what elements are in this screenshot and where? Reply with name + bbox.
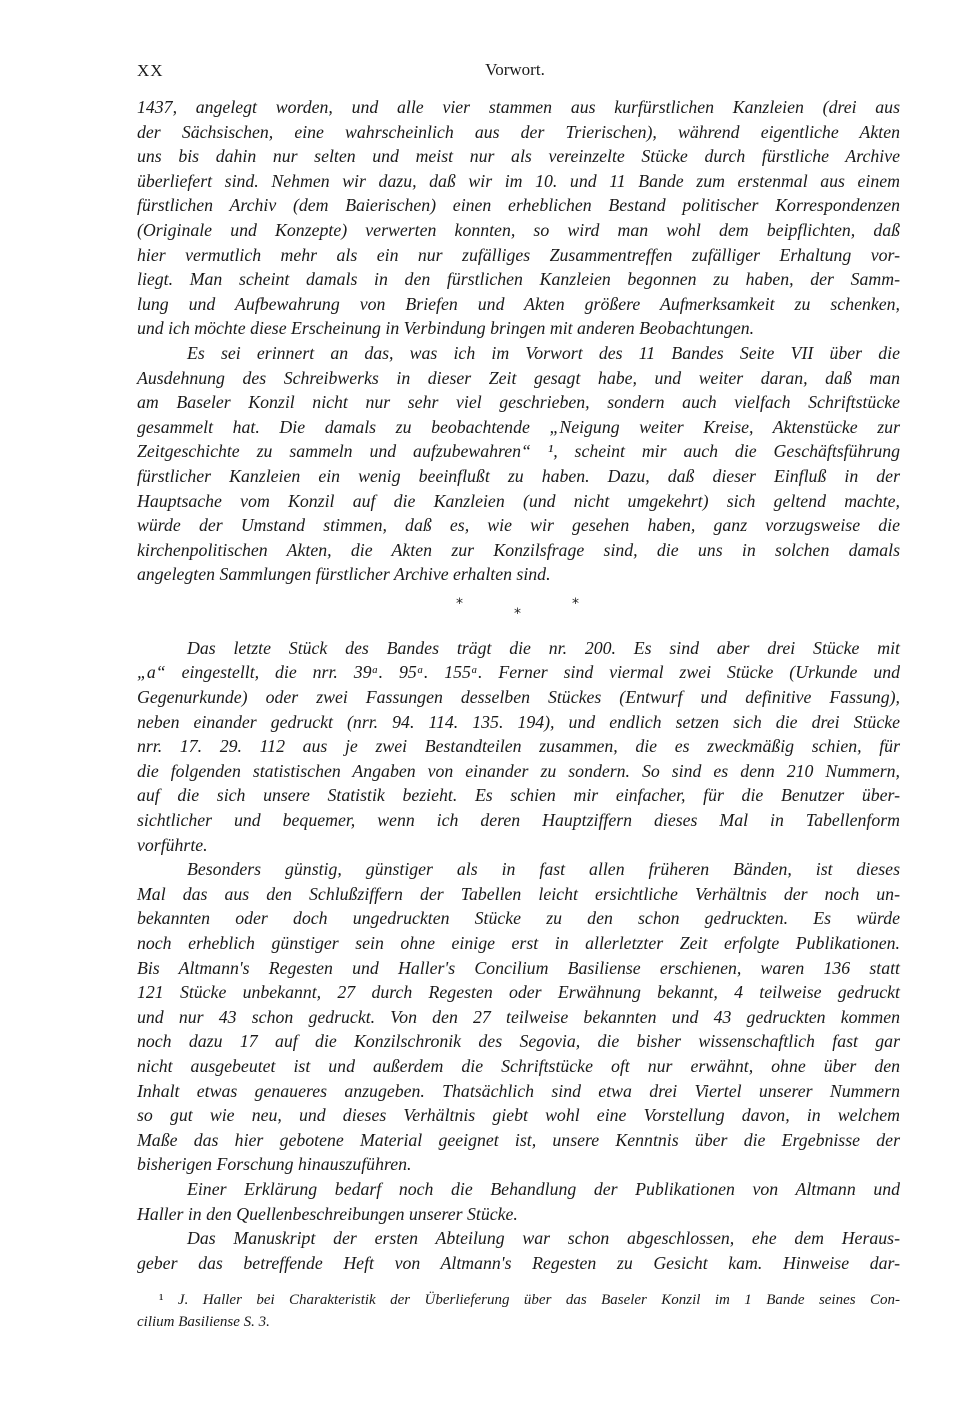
text-line: Zeitgeschichte zu sammeln und aufzubewahren“ ¹, scheint mir auch die Geschäftsführung [137,441,900,462]
text-line: Maße das hier gebotene Material geeignet ist, unsere Kenntnis über die Ergebnisse der [137,1129,900,1150]
text-line: liegt. Man scheint damals in den fürstlichen Kanzleien begonnen zu haben, der Samm- [137,269,900,290]
text-line: uns bis dahin nur selten und meist nur als vereinzelte Stücke durch fürstliche Archive [137,146,900,167]
separator-star: * [572,596,579,612]
text-line: bekannten oder doch ungedruckten Stücke zu den schon gedruckten. Es würde [137,908,900,929]
text-line: Ausdehnung des Schreibwerks in dieser Zeit gesagt habe, und weiter daran, daß man [137,367,900,388]
text-block-lower [137,636,900,1275]
text-line: fürstlichen Archiv (dem Baierischen) einen erheblichen Bestand politischer Korrespondenzen [137,195,900,216]
text-line: Das letzte Stück des Bandes trägt die nr. 200. Es sind aber drei Stücke mit [187,637,900,658]
text-line: auf die sich unsere Statistik bezieht. Es schien mir einfacher, für die Benutzer über- [137,785,900,806]
text-line: nrr. 17. 29. 112 aus je zwei Bestandteilen zusammen, die es zweckmäßig schien, für [137,736,900,757]
text-line: Mal das aus den Schlußziffern der Tabellen leicht ersichtliche Verhältnis der noch un- [137,883,900,904]
text-line: am Baseler Konzil nicht nur sehr viel geschrieben, sondern auch vielfach Schriftstücke [137,392,900,413]
text-line: fürstlicher Kanzleien ein wenig beeinflußt zu haben. Dazu, daß dieser Einfluß in der [137,465,900,486]
text-line: würde der Umstand stimmen, daß es, wie wir gesehen haben, ganz vorzugsweise die [137,515,900,536]
text-line: noch erheblich günstiger sein ohne einige erst in allerletzter Zeit erfolgte Publikationen. [137,933,900,953]
text-line: Das Manuskript der ersten Abteilung war schon abgeschlossen, ehe dem Heraus- [187,1228,900,1249]
text-line: Einer Erklärung bedarf noch die Behandlung der Publikationen von Altmann und [187,1178,900,1199]
text-line: 1437, angelegt worden, und alle vier stammen aus kurfürstlichen Kanzleien (drei aus [137,97,900,117]
text-line: so gut wie neu, und dieses Verhältnis giebt wohl eine Vorstellung davon, in welchem [137,1105,900,1126]
text-line: sichtlicher und bequemer, wenn ich deren Hauptziffern dieses Mal in Tabellenform [137,810,900,831]
text-line: Gegenurkunde) oder zwei Fassungen desselben Stückes (Entwurf und definitive Fassung), [137,687,900,708]
text-line: Inhalt etwas genaueres anzugeben. Thatsächlich sind etwa drei Viertel unserer Nummern [137,1080,900,1101]
text-line: angelegten Sammlungen fürstlicher Archive erhalten sind. [137,564,551,585]
separator-star: * [456,596,463,612]
text-line: lung und Aufbewahrung von Briefen und Akten größere Aufmerksamkeit zu schenken, [137,293,900,314]
text-line: Es sei erinnert an das, was ich im Vorwort des 11 Bandes Seite VII über die [187,342,900,363]
text-line: neben einander gedruckt (nrr. 94. 114. 135. 194), und endlich setzen sich die drei Stücke [137,711,900,732]
text-line: kirchenpolitischen Akten, die Akten zur Konzilsfrage sind, die uns in solchen damals [137,539,900,560]
text-line: noch dazu 17 auf die Konzilschronik des Segovia, die bisher wissenschaftlich fast gar [137,1031,900,1052]
footnote-mark: ¹ [159,1292,164,1308]
text-line: Hauptsache vom Konzil auf die Kanzleien (und nicht umgekehrt) sich geltend machte, [137,490,900,511]
footnote-text: J. Haller bei Charakteristik der Überlieferung über das Baseler Konzil im 1 Bande seines Con- [177,1292,901,1308]
text-line: Besonders günstig, günstiger als in fast allen früheren Bänden, ist dieses [187,859,900,880]
text-line: gesammelt hat. Die damals zu beobachtende „Neigung weiter Kreise, Aktenstücke zur [137,416,900,437]
text-line: und ich möchte diese Erscheinung in Verbindung bringen mit anderen Beobachtungen. [137,318,755,339]
text-line: und nur 43 schon gedruckt. Von den 27 teilweise bekannten und 43 gedruckten kommen [137,1006,900,1027]
page-number: XX [137,61,164,80]
footnote [137,1289,900,1333]
text-line: nicht ausgebeutet ist und außerdem die Schriftstücke oft nur erwähnt, ohne über den [137,1055,900,1076]
text-line: vorführte. [137,834,208,855]
text-line: der Sächsischen, eine wahrscheinlich aus der Trierischen), während eigentliche Akten [137,121,900,142]
text-line: hier vermutlich mehr als ein nur zufälliges Zusammentreffen zufälliger Erhaltung vor- [137,244,900,265]
text-line: überliefert sind. Nehmen wir dazu, daß wir im 10. und 11 Bande zum erstenmal aus einem [137,170,900,191]
body-text [137,95,900,1275]
text-line: Bis Altmann's Regesten und Haller's Concilium Basiliense erschienen, waren 136 statt [137,957,900,978]
section-separator [448,596,588,626]
text-block-upper [137,95,900,587]
running-title: Vorwort. [485,60,545,79]
text-line: 121 Stücke unbekannt, 27 durch Regesten oder Erwähnung bekannt, 4 teilweise gedruckt [137,982,900,1003]
text-line: geber das betreffende Heft von Altmann's Regesten zu Gesicht kam. Hinweise dar- [137,1252,900,1273]
footnote-line: cilium Basiliense S. 3. [137,1314,270,1330]
footnote-line [137,1289,900,1311]
text-line: bisherigen Forschung hinauszuführen. [137,1154,412,1175]
text-line: (Originale und Konzepte) verwerten konnten, so wird man wohl dem beipflichten, daß [137,219,900,240]
text-line: Haller in den Quellenbeschreibungen unserer Stücke. [137,1203,518,1224]
text-line: „a“ eingestellt, die nrr. 39ᵃ. 95ᵃ. 155ᵃ. Ferner sind viermal zwei Stücke (Urkunde und [137,662,900,683]
text-line: die folgenden statistischen Angaben von einander zu sondern. So sind es denn 210 Nummern, [137,760,900,781]
separator-star: * [514,606,521,622]
